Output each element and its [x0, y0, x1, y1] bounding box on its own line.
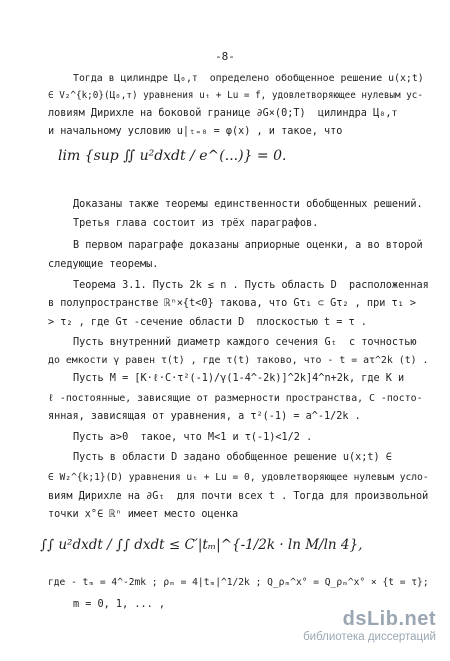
- watermark: [303, 608, 436, 643]
- text-line: ∈ V₂^{k;0}(Ц₀,ᴛ) уравнения uₜ + Lu = f, удовлетворяющее нулевым ус-: [48, 90, 423, 101]
- text-line: где - tₘ = 4^-2mk ; ρₘ = 4|tₘ|^1/2k ; Q_ρₘ^x° = Q_ρₘ^x° × {t = τ};: [48, 577, 429, 588]
- text-line: ∈ W₂^{k;1}(D) уравнения uₜ + Lu = 0, удовлетворяющее нулевым усло-: [48, 472, 429, 483]
- page-number: -8-: [215, 50, 235, 63]
- text-line: m = 0, 1, ... ,: [73, 599, 166, 610]
- text-line: Тогда в цилиндре Ц₀,ᴛ определено обобщенное решение u(x;t): [73, 73, 424, 84]
- text-line: Доказаны также теоремы единственности обобщенных решений.: [73, 199, 423, 210]
- text-line: Теорема 3.1. Пусть 2k ≤ n . Пусть область D расположенная: [73, 280, 429, 291]
- text-line: ловиям Дирихле на боковой границе ∂G×(0;T) цилиндра Ц₀,ᴛ: [48, 108, 398, 119]
- text-line: В первом параграфе доказаны априорные оценки, а во второй: [73, 240, 423, 251]
- text-line: Пусть в области D задано обобщенное решение u(x;t) ∈: [73, 452, 392, 463]
- text-line: и начальному условию u|ₜ₌₀ = φ(x) , и такое, что: [48, 126, 343, 137]
- text-line: точки x°∈ ℝⁿ имеет место оценка: [48, 509, 239, 520]
- text-line: виям Дирихле на ∂Gₜ для почти всех t . Тогда для произвольной: [48, 491, 429, 502]
- text-line: > τ₂ , где Gτ -сечение области D плоскостью t = τ .: [48, 317, 367, 328]
- text-line: следующие теоремы.: [48, 259, 159, 270]
- text-line: Третья глава состоит из трёх параграфов.: [73, 218, 319, 229]
- formula-estimate: [40, 537, 362, 553]
- formula-text: ∫∫ u²dxdt / ∫∫ dxdt ≤ C′|tₘ|^{-1/2k · ln M/ln 4},: [40, 537, 363, 553]
- text-line: ℓ -постоянные, зависящие от размерности пространства, C -посто-: [48, 393, 423, 404]
- text-line: Пусть M = [K·ℓ·C·τ²(-1)/γ(1-4^-2k)]^2k]4^n+2k, где K и: [73, 373, 405, 384]
- text-line: Пусть внутренний диаметр каждого сечения Gₜ с точностью: [73, 337, 417, 348]
- text-line: до емкости γ равен τ(t) , где τ(t) таково, что - t = aτ^2k (t) .: [48, 355, 429, 366]
- text-line: в полупространстве ℝⁿ×{t<0} такова, что Gτ₁ ⊂ Gτ₂ , при τ₁ >: [48, 298, 417, 309]
- watermark-subtitle: библиотека диссертаций: [303, 631, 436, 643]
- text-line: янная, зависящая от уравнения, а τ²(-1) = a^-1/2k .: [48, 411, 361, 422]
- text-line: Пусть a>0 такое, что M<1 и τ(-1)<1/2 .: [73, 432, 313, 443]
- formula-text: lim {sup ∬ u²dxdt / e^(...)} = 0.: [58, 148, 287, 164]
- formula-limit: [58, 148, 286, 164]
- watermark-logo: dsLib.net: [342, 608, 436, 630]
